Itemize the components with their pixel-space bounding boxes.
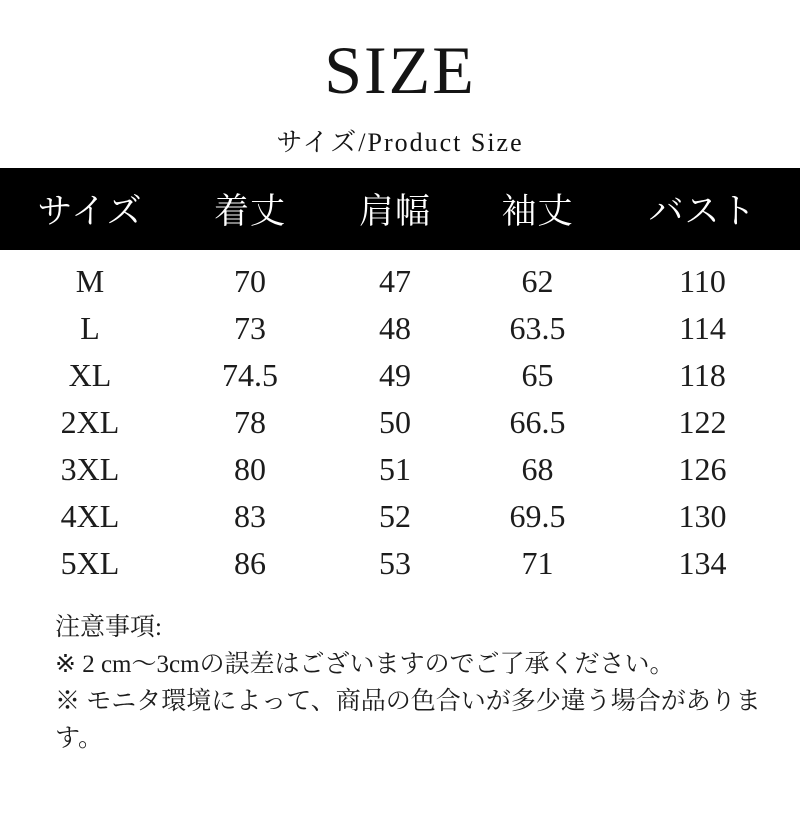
shoulder-value: 48 bbox=[379, 310, 411, 346]
size-label: L bbox=[80, 310, 100, 346]
bust-value: 110 bbox=[679, 263, 726, 299]
column-header-length: 着丈 bbox=[213, 192, 286, 231]
bust-value: 118 bbox=[679, 357, 726, 393]
sleeve-value: 62 bbox=[521, 263, 554, 299]
length-value: 80 bbox=[234, 451, 266, 487]
column-header-shoulder: 肩幅 bbox=[358, 192, 431, 231]
size-table bbox=[0, 168, 800, 587]
shoulder-value: 49 bbox=[379, 357, 411, 393]
shoulder-value: 50 bbox=[379, 404, 411, 440]
shoulder-value: 53 bbox=[379, 545, 411, 581]
notes-section bbox=[55, 609, 800, 757]
length-value: 83 bbox=[234, 498, 266, 534]
length-value: 70 bbox=[234, 263, 266, 299]
table-row-l bbox=[0, 305, 800, 352]
size-label: XL bbox=[68, 357, 112, 393]
size-label: 5XL bbox=[60, 545, 120, 581]
length-value: 78 bbox=[234, 404, 266, 440]
column-header-sleeve: 袖丈 bbox=[501, 192, 574, 231]
sleeve-value: 68 bbox=[521, 451, 554, 487]
shoulder-value: 47 bbox=[379, 263, 411, 299]
sleeve-value: 63.5 bbox=[509, 310, 566, 346]
table-row-3xl bbox=[0, 446, 800, 493]
length-value: 86 bbox=[234, 545, 266, 581]
note-item-tolerance: ※ 2 cm～3cmの誤差はございますのでご了承ください。 bbox=[55, 651, 675, 678]
page-subtitle: サイズ/Product Size bbox=[276, 128, 524, 157]
bust-value: 134 bbox=[678, 545, 727, 581]
length-value: 73 bbox=[234, 310, 266, 346]
table-row-m bbox=[0, 258, 800, 305]
bust-value: 126 bbox=[678, 451, 727, 487]
table-row-5xl bbox=[0, 540, 800, 587]
shoulder-value: 52 bbox=[379, 498, 411, 534]
bust-value: 114 bbox=[679, 310, 726, 346]
shoulder-value: 51 bbox=[379, 451, 411, 487]
sleeve-value: 65 bbox=[521, 357, 554, 393]
column-header-size: サイズ bbox=[37, 192, 143, 231]
sleeve-value: 71 bbox=[521, 545, 554, 581]
table-header-row bbox=[0, 168, 800, 250]
size-label: 3XL bbox=[60, 451, 120, 487]
notes-heading: 注意事項: bbox=[55, 614, 162, 641]
size-chart-page bbox=[0, 32, 800, 836]
table-row-2xl bbox=[0, 399, 800, 446]
length-value: 74.5 bbox=[222, 357, 278, 393]
table-row-xl bbox=[0, 352, 800, 399]
bust-value: 130 bbox=[678, 498, 727, 534]
sleeve-value: 66.5 bbox=[509, 404, 566, 440]
size-label: 2XL bbox=[60, 404, 120, 440]
note-item-monitor: ※ モニタ環境によって、商品の色合いが多少違う場合があります。 bbox=[55, 688, 761, 752]
table-row-4xl bbox=[0, 493, 800, 540]
bust-value: 122 bbox=[678, 404, 727, 440]
sleeve-value: 69.5 bbox=[509, 498, 566, 534]
column-header-bust: バスト bbox=[648, 192, 757, 231]
size-label: M bbox=[75, 263, 105, 299]
size-table-body bbox=[0, 250, 800, 587]
page-title: SIZE bbox=[324, 32, 476, 108]
size-label: 4XL bbox=[60, 498, 120, 534]
